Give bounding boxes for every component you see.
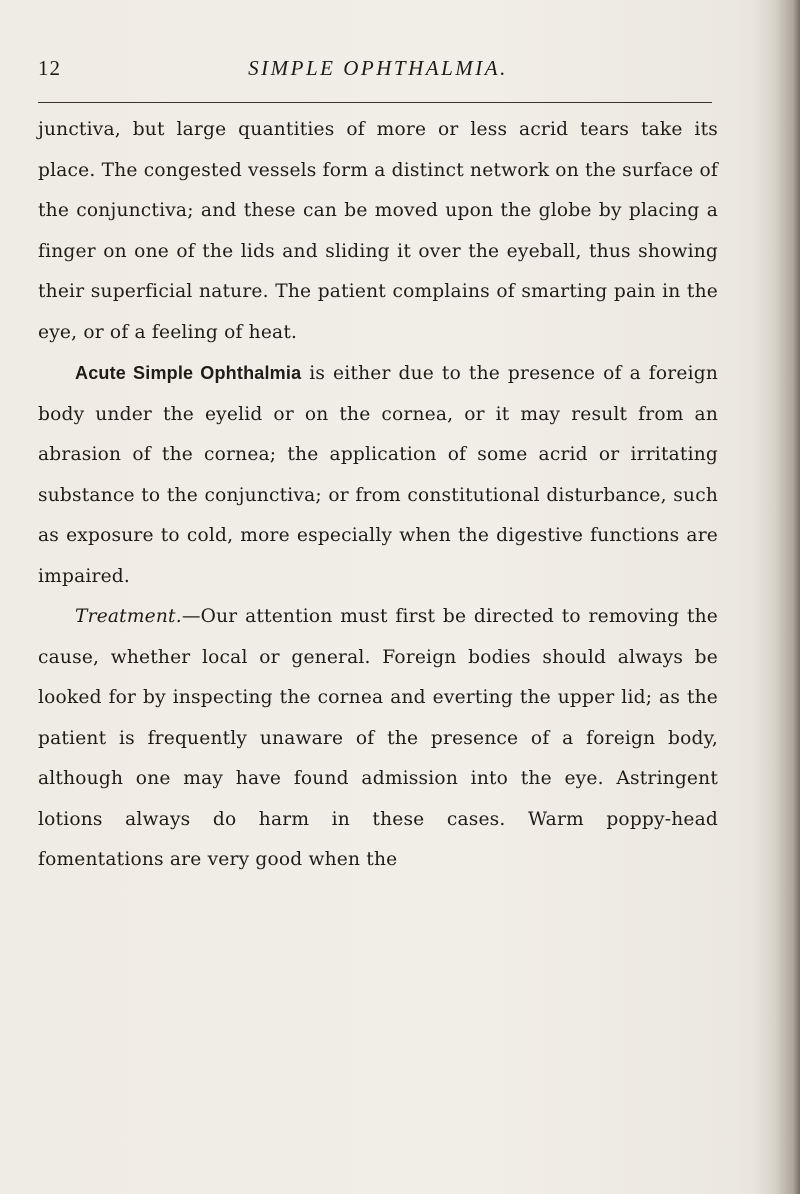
paragraph-acute-simple-ophthalmia <box>38 353 718 597</box>
paragraph-treatment <box>38 597 718 881</box>
header-rule <box>38 102 712 103</box>
page-header <box>38 56 718 86</box>
page-number: 12 <box>38 56 61 80</box>
body-text <box>38 110 718 881</box>
paragraph-text: is either due to the presence of a foreign body under the eyelid or on the cornea, or it may result from an abrasion of the cornea; the application of some acrid or irritating substance to the conjunctiva; or from constitutional disturbance, such as exposure to cold, more especially when the digestive functions are impaired. <box>38 363 718 587</box>
run-in-heading-acute-simple-ophthalmia: Acute Simple Ophthalmia <box>75 363 302 383</box>
running-head: SIMPLE OPHTHALMIA. <box>248 56 508 80</box>
page-edge-shadow <box>754 0 800 1194</box>
paragraph-text: —Our attention must first be directed to removing the cause, whether local or general. Foreign bodies should always be looked for by inspecting the cornea and everting the upper lid; as the patient is frequently unaware of the presence of a foreign body, although one may have found admission into the eye. Astringent lotions always do harm in these cases. Warm poppy-head fomentations are very good when the <box>38 606 718 870</box>
run-in-heading-treatment: Treatment. <box>75 606 182 627</box>
paragraph-continued: junctiva, but large quantities of more or less acrid tears take its place. The congested vessels form a distinct network on the surface of the conjunctiva; and these can be moved upon the globe by placing a finger on one of the lids and sliding it over the eyeball, thus showing their superficial nature. The patient complains of smarting pain in the eye, or of a feeling of heat. <box>38 119 718 343</box>
